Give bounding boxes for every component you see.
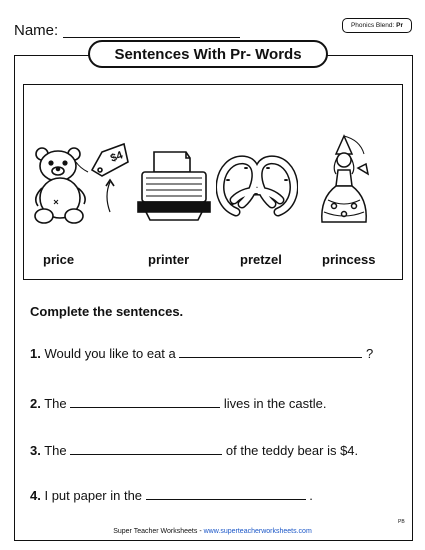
picture-label-printer: printer — [148, 252, 190, 267]
page-title: Sentences With Pr- Words — [88, 40, 328, 68]
sentence-number: 2. — [30, 396, 41, 411]
sentence-2 — [30, 396, 327, 411]
sentence-text-before: I put paper in the — [44, 488, 143, 503]
answer-blank[interactable] — [146, 489, 306, 500]
name-line[interactable] — [63, 37, 240, 38]
sentence-text-after: ? — [366, 346, 374, 361]
sentence-text-after: lives in the castle. — [223, 396, 327, 411]
sentence-3 — [30, 443, 358, 458]
sentence-number: 1. — [30, 346, 41, 361]
sentence-text-before: Would you like to eat a — [44, 346, 176, 361]
answer-blank[interactable] — [70, 444, 222, 455]
price-tag-text: $4 — [108, 149, 125, 165]
sentence-text-after: . — [309, 488, 313, 503]
picture-label-price: price — [43, 252, 75, 267]
badge-prefix: Phonics Blend: — [350, 22, 395, 29]
printer-icon — [136, 150, 212, 222]
picture-label-pretzel: pretzel — [240, 252, 282, 267]
footer-site: Super Teacher Worksheets — [113, 528, 198, 535]
sentence-4 — [30, 488, 313, 503]
answer-blank[interactable] — [179, 347, 362, 358]
princess-icon — [314, 134, 384, 226]
footer-url-link[interactable]: www.superteacherworksheets.com — [203, 528, 312, 535]
sentence-number: 4. — [30, 488, 41, 503]
sentence-number: 3. — [30, 443, 41, 458]
answer-blank[interactable] — [70, 397, 220, 408]
sentence-text-before: The — [44, 443, 67, 458]
corner-code: PB — [398, 519, 405, 525]
badge-value: Pr — [396, 22, 404, 29]
phonics-badge — [342, 18, 412, 33]
picture-label-princess: princess — [322, 252, 376, 267]
sentence-text-before: The — [44, 396, 67, 411]
teddy-bear-with-price-tag-icon — [30, 140, 130, 225]
instructions-heading: Complete the sentences. — [30, 304, 184, 319]
pretzel-icon — [216, 152, 298, 222]
sentence-text-after: of the teddy bear is $4. — [225, 443, 359, 458]
name-label: Name: — [14, 22, 59, 39]
footer-separator: - — [197, 528, 204, 535]
sentence-1 — [30, 346, 373, 361]
name-row — [14, 22, 58, 39]
footer — [0, 528, 425, 535]
